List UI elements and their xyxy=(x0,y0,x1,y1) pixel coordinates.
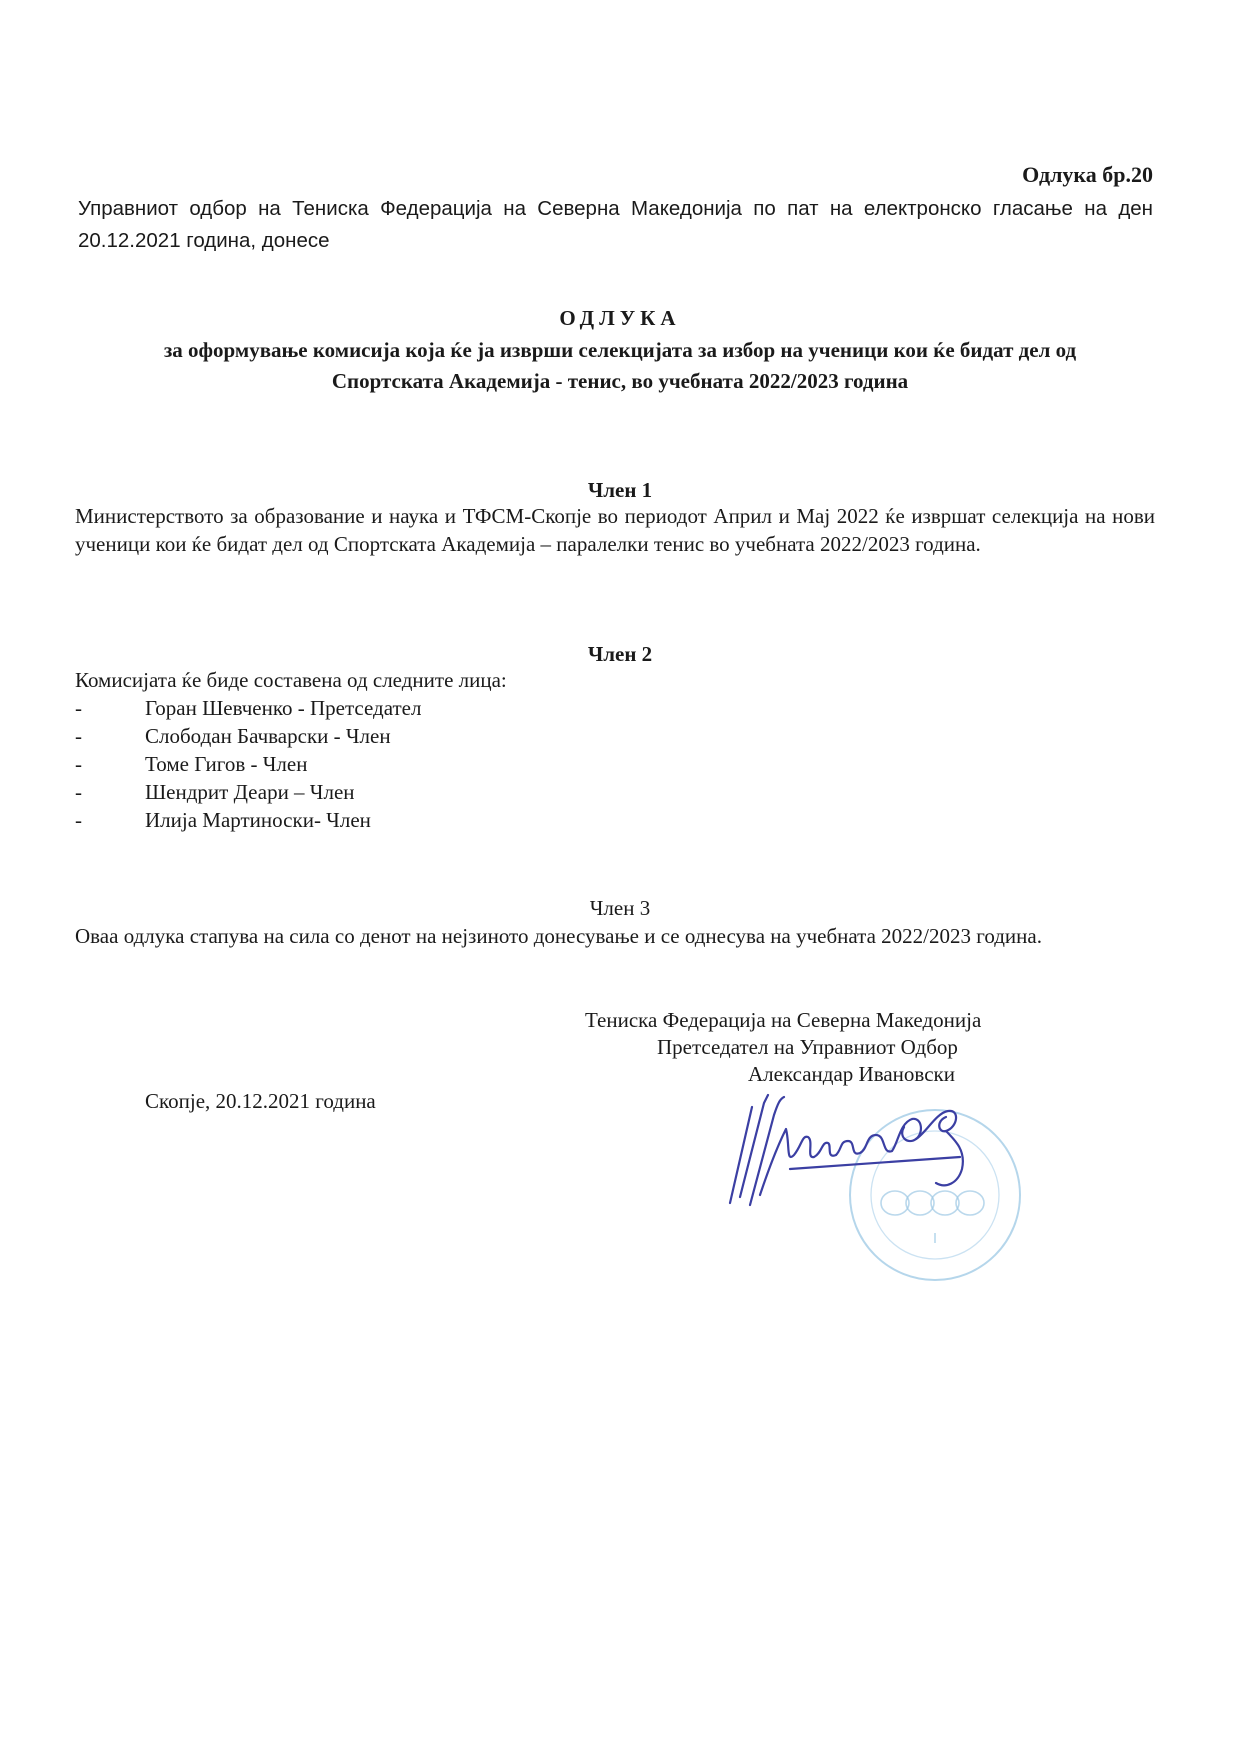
subtitle-line-1: за оформување комисија која ќе ја изврши селекцијата за избор на ученици кои ќе бидат дел од xyxy=(163,338,1077,362)
member-name: Слободан Бачварски - Член xyxy=(145,724,391,748)
list-bullet: - xyxy=(75,724,82,748)
article-1-heading: Член 1 xyxy=(587,478,653,502)
signature-name: Александар Ивановски xyxy=(748,1062,955,1086)
article-3-heading: Член 3 xyxy=(589,896,651,920)
intro-paragraph: Управниот одбор на Тениска Федерација на Северна Македонија по пат на електронско гласање на ден 20.12.2021 година, донесе xyxy=(78,197,1153,252)
member-name: Илија Мартиноски- Член xyxy=(145,808,371,832)
member-name: Томе Гигов - Член xyxy=(145,752,308,776)
member-name: Горан Шевченко - Претседател xyxy=(145,696,422,720)
place-and-date: Скопје, 20.12.2021 година xyxy=(145,1089,376,1113)
signature-position: Претседател на Управниот Одбор xyxy=(657,1035,958,1059)
document-subtitle xyxy=(70,335,1170,397)
decision-number: Одлука бр.20 xyxy=(1022,162,1153,187)
list-bullet: - xyxy=(75,752,82,776)
article-2-heading: Член 2 xyxy=(587,642,653,666)
signature-organization: Тениска Федерација на Северна Македонија xyxy=(585,1008,982,1032)
article-2-intro: Комисијата ќе биде составена од следните лица: xyxy=(75,668,507,692)
subtitle-line-2: Спортската Академија - тенис, во учебната 2022/2023 година xyxy=(331,369,909,393)
document-title: ОДЛУКА xyxy=(559,306,681,330)
article-3-text: Оваа одлука стапува на сила со денот на нејзиното донесување и се однесува на учебната 2022/2023 година. xyxy=(75,924,1042,948)
list-bullet: - xyxy=(75,808,82,832)
handwritten-signature xyxy=(690,1085,1020,1215)
article-1-text: Министерството за образование и наука и ТФСМ-Скопје во периодот Април и Мај 2022 ќе извршат селекција на нови ученици кои ќе бидат дел од Спортската Академија – паралелки тенис во учебната 2022/2023 година. xyxy=(75,504,1155,556)
list-bullet: - xyxy=(75,696,82,720)
member-name: Шендрит Деари – Член xyxy=(145,780,355,804)
list-bullet: - xyxy=(75,780,82,804)
